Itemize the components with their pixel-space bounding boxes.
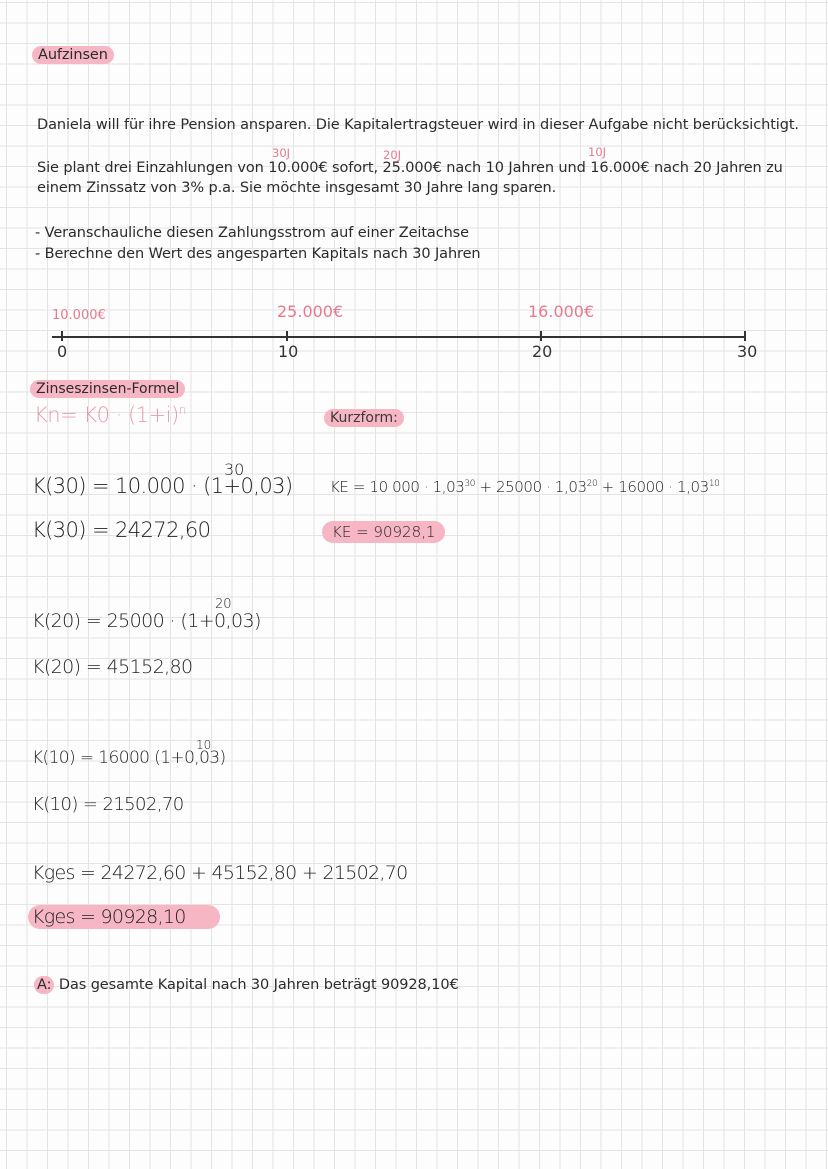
task-2: - Berechne den Wert des angesparten Kapitals nach 30 Jahren [35,246,481,262]
kurzform-term: = 10 000 · 1,03 [352,478,465,496]
answer-text: Das gesamte Kapital nach 30 Jahren beträgt 90928,10€ [58,977,459,993]
formula-label: Zinseszinsen-Formel [30,380,185,398]
kurzform-exponent: 30 [464,479,476,489]
calc-k10-exponent: 10 [196,738,212,752]
kurzform-exponent: 10 [708,479,720,489]
answer [34,977,459,993]
task-1: - Veranschauliche diesen Zahlungsstrom auf einer Zeitachse [35,225,469,241]
plan-text: Sie plant drei Einzahlungen von [37,160,264,176]
kurzform-equation [330,478,719,496]
answer-prefix: A: [34,976,54,994]
formula-text: Kn= K0 · (1+i) [34,403,179,427]
timeline-amount: 10.000€ [52,308,106,323]
formula-expression [34,403,186,427]
plan-amount-3: 16.000€ [590,160,650,176]
plan-note-1: 30J [272,146,291,160]
plan-text: nach 20 Jahren zu [654,160,783,176]
timeline-year: 20 [532,342,553,361]
plan-text: sofort, [332,160,378,176]
timeline-tick [744,331,746,341]
timeline-amount: 16.000€ [528,302,595,321]
calc-k30-exponent: 30 [224,460,245,479]
calc-k20-expression: K(20) = 25000 · (1+0,03) [32,610,261,632]
page-title: Aufzinsen [32,46,114,64]
formula-exponent: n [178,403,186,417]
plan-line-1 [37,160,783,176]
calc-k30-expression [32,474,292,498]
calc-k20-result: K(20) = 45152,80 [32,656,193,678]
total-sum: Kges = 24272,60 + 45152,80 + 21502,70 [32,862,408,884]
timeline-tick [286,331,288,341]
timeline-year: 10 [278,342,299,361]
total-result: Kges = 90928,10 [28,905,220,929]
timeline-year: 0 [57,342,68,361]
plan-text: 10 Jahren und [485,160,586,176]
calc-k30-result: K(30) = 24272,60 [32,518,211,542]
plan-line-2: einem Zinssatz von 3% p.a. Sie möchte insgesamt 30 Jahre lang sparen. [37,180,557,196]
plan-amount-2: 25.000€ [382,160,442,176]
plan-note-2: 20J [383,148,402,162]
kurzform-term: + 16000 · 1,03 [601,478,709,496]
plan-amount-1: 10.000€ [268,160,328,176]
calc-k20-exponent: 20 [215,597,232,612]
plan-text: nach [446,160,482,176]
kurzform-label: Kurzform: [324,409,404,427]
timeline-axis [52,336,746,338]
kurzform-exponent: 20 [586,479,598,489]
calc-k10-result: K(10) = 21502,70 [32,794,184,815]
intro-text: Daniela will für ihre Pension ansparen. Die Kapitalertragsteuer wird in dieser Aufgabe nicht berücksichtigt. [37,117,799,133]
kurzform-lhs: KE [330,478,349,496]
timeline-year: 30 [737,342,758,361]
plan-note-3: 10J [588,145,607,159]
calc-k10-expression: K(10) = 16000 (1+0,03) [32,748,226,768]
kurzform-result: KE = 90928,1 [322,521,445,543]
timeline-amount: 25.000€ [277,302,344,321]
timeline-tick [540,331,542,341]
calc-text: K(30) = 10.000 · (1+0,03) [32,474,293,498]
timeline-tick [61,331,63,341]
kurzform-term: + 25000 · 1,03 [479,478,587,496]
